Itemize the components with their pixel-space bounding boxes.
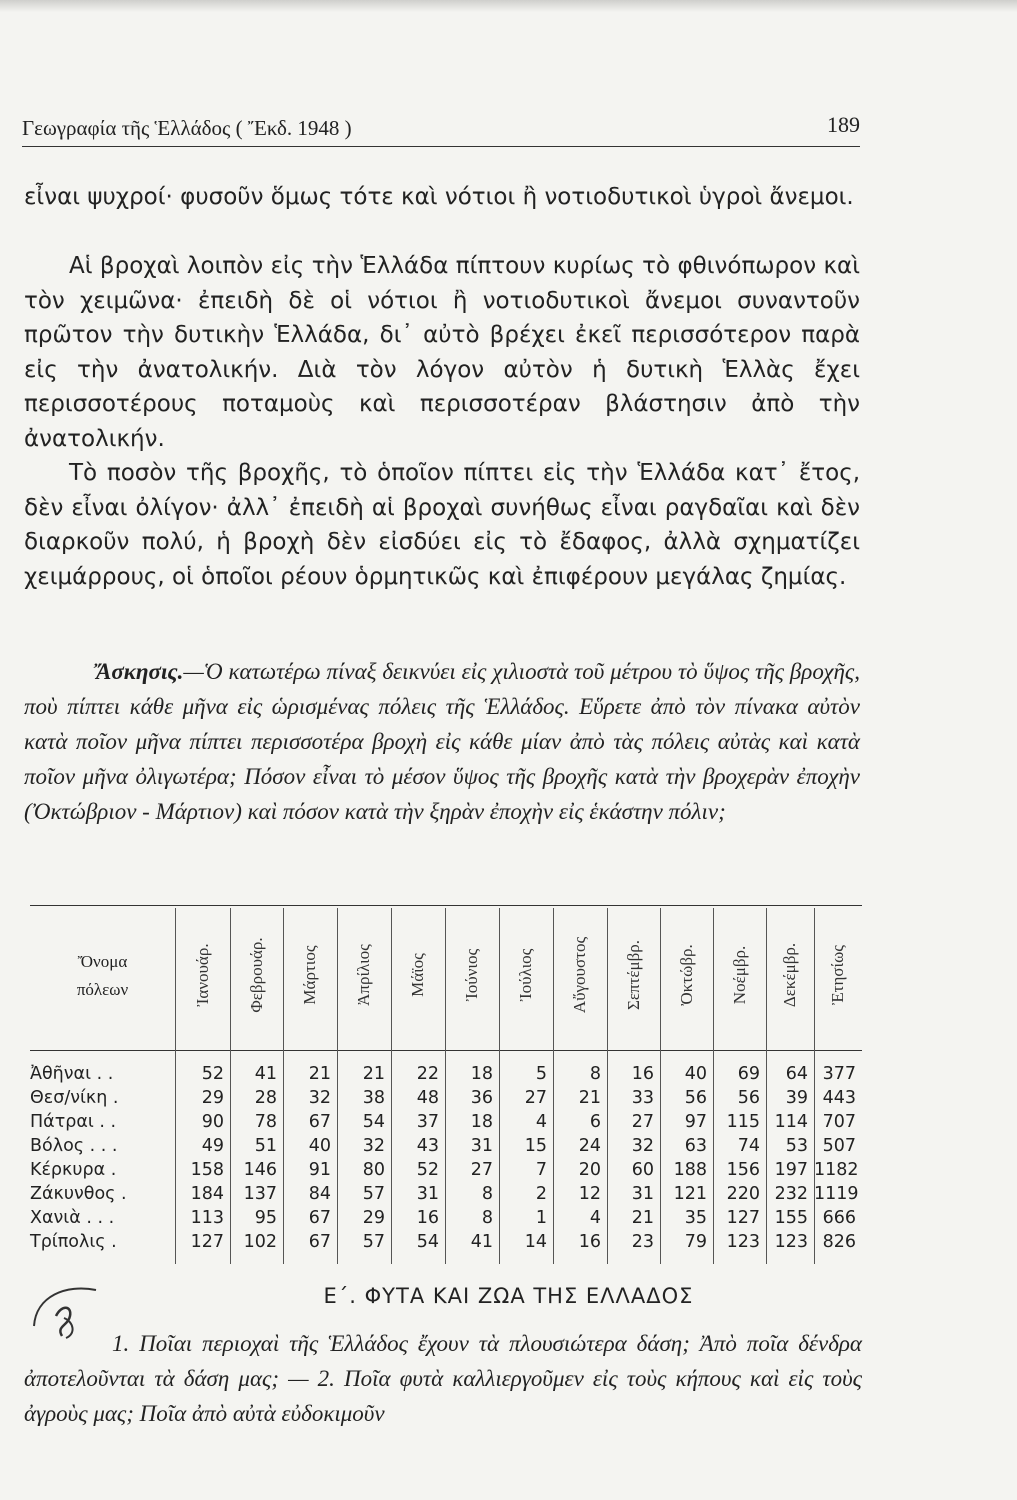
rainfall-value: 43 (416, 1136, 439, 1156)
rainfall-value: 127 (190, 1232, 224, 1252)
rainfall-value: 22 (416, 1064, 439, 1084)
rainfall-value: 184 (190, 1184, 224, 1204)
city-name: Χανιὰ . . . (30, 1208, 115, 1228)
rainfall-value: 67 (308, 1208, 331, 1228)
rainfall-value: 137 (243, 1184, 277, 1204)
rainfall-value: 53 (785, 1136, 808, 1156)
rainfall-value: 52 (416, 1160, 439, 1180)
rainfall-value: 8 (481, 1208, 493, 1228)
rainfall-value: 37 (416, 1112, 439, 1132)
table-row (30, 1136, 862, 1160)
rainfall-value: 67 (308, 1232, 331, 1252)
city-name: Ἀθῆναι . . (30, 1064, 114, 1084)
table-row (30, 1208, 862, 1232)
rainfall-value: 21 (362, 1064, 385, 1084)
rainfall-value: 4 (535, 1112, 547, 1132)
rainfall-value: 21 (578, 1088, 601, 1108)
month-header (230, 910, 283, 1040)
rainfall-value: 54 (362, 1112, 385, 1132)
rainfall-value: 102 (243, 1232, 277, 1252)
rainfall-value: 14 (524, 1232, 547, 1252)
city-name: Βόλος . . . (30, 1136, 118, 1156)
rainfall-value: 41 (470, 1232, 493, 1252)
rainfall-value: 1119 (814, 1184, 859, 1204)
rainfall-value: 95 (254, 1208, 277, 1228)
rainfall-value: 156 (726, 1160, 760, 1180)
table-row (30, 1088, 862, 1112)
month-header (283, 910, 337, 1040)
rainfall-value: 49 (201, 1136, 224, 1156)
table-header-rule (30, 1050, 862, 1051)
rainfall-value: 31 (416, 1184, 439, 1204)
exercise-label: Ἄσκησις. (96, 659, 184, 684)
rainfall-value: 23 (631, 1232, 654, 1252)
rainfall-value: 16 (631, 1064, 654, 1084)
rainfall-value: 31 (631, 1184, 654, 1204)
month-header-label: Νοέμβρ. (729, 945, 749, 1005)
rainfall-value: 39 (785, 1088, 808, 1108)
table-row (30, 1160, 862, 1184)
rainfall-value: 67 (308, 1112, 331, 1132)
city-name: Τρίπολις . (30, 1232, 117, 1252)
rainfall-value: 90 (201, 1112, 224, 1132)
city-header-line2: πόλεων (76, 980, 129, 999)
month-header-label: Δεκέμβρ. (780, 942, 799, 1008)
running-title: Γεωγραφία τῆς Ἑλλάδος ( Ἔκδ. 1948 ) (22, 116, 352, 140)
rainfall-value: 12 (578, 1184, 601, 1204)
rainfall-value: 7 (535, 1160, 547, 1180)
month-header (445, 910, 499, 1040)
paragraph-1: εἶναι ψυχροί· φυσοῦν ὅμως τότε καὶ νότιοι ἢ νοτιοδυτικοὶ ὑγροὶ ἄνεμοι. (24, 184, 854, 210)
city-name: Θεσ/νίκη . (30, 1088, 119, 1108)
rainfall-value: 32 (631, 1136, 654, 1156)
rainfall-value: 443 (822, 1088, 856, 1108)
rainfall-value: 27 (470, 1160, 493, 1180)
rainfall-value: 31 (470, 1136, 493, 1156)
city-name: Πάτραι . . (30, 1112, 117, 1132)
rainfall-value: 5 (535, 1064, 547, 1084)
rainfall-value: 18 (470, 1064, 493, 1084)
city-column-header (30, 948, 175, 1004)
rainfall-value: 197 (774, 1160, 808, 1180)
rainfall-value: 507 (822, 1136, 856, 1156)
rainfall-value: 74 (737, 1136, 760, 1156)
month-header (766, 910, 814, 1040)
rainfall-value: 32 (308, 1088, 331, 1108)
month-header (337, 910, 391, 1040)
rainfall-value: 21 (631, 1208, 654, 1228)
month-header-label: Ἰούλιος (516, 948, 535, 1002)
city-name: Κέρκυρα . (30, 1160, 117, 1180)
month-header-label: Ἰούνιος (462, 948, 481, 1002)
rainfall-value: 24 (578, 1136, 601, 1156)
city-header-line1: Ὄνομα (77, 952, 128, 971)
section-questions: 1. Ποῖαι περιοχαὶ τῆς Ἑλλάδος ἔχουν τὰ πλουσιώτερα δάση; Ἀπὸ ποῖα δένδρα ἀποτελοῦνται τὰ δάση μας; — 2. Ποῖα φυτὰ καλλιεργοῦμεν εἰς τοὺς κήπους καὶ εἰς τοὺς ἀγροὺς μας; Ποῖα ἀπὸ αὐτὰ εὐδοκιμοῦν (24, 1331, 862, 1426)
rainfall-value: 113 (190, 1208, 224, 1228)
rainfall-value: 40 (684, 1064, 707, 1084)
month-header-label: Φεβρουάρ. (246, 937, 266, 1013)
rainfall-value: 15 (524, 1136, 547, 1156)
rainfall-value: 84 (308, 1184, 331, 1204)
rainfall-value: 27 (524, 1088, 547, 1108)
rainfall-value: 1182 (814, 1160, 859, 1180)
rainfall-value: 56 (737, 1088, 760, 1108)
rainfall-value: 377 (822, 1064, 856, 1084)
rainfall-value: 29 (362, 1208, 385, 1228)
page-number: 189 (827, 112, 860, 137)
rainfall-value: 60 (631, 1160, 654, 1180)
rainfall-value: 2 (535, 1184, 547, 1204)
month-header (499, 910, 553, 1040)
month-header (607, 910, 660, 1040)
rainfall-value: 18 (470, 1112, 493, 1132)
month-header (553, 910, 607, 1040)
rainfall-value: 63 (684, 1136, 707, 1156)
rainfall-value: 64 (785, 1064, 808, 1084)
rainfall-value: 6 (589, 1112, 601, 1132)
rainfall-value: 32 (362, 1136, 385, 1156)
section-title: Ε΄. ΦΥΤΑ ΚΑΙ ΖΩΑ ΤΗΣ ΕΛΛΑΔΟΣ (323, 1284, 694, 1308)
rainfall-value: 21 (308, 1064, 331, 1084)
month-header (175, 910, 230, 1040)
rainfall-value: 78 (254, 1112, 277, 1132)
rainfall-value: 826 (822, 1232, 856, 1252)
page-edge (0, 0, 1017, 12)
rainfall-value: 54 (416, 1232, 439, 1252)
rainfall-value: 51 (254, 1136, 277, 1156)
rainfall-value: 80 (362, 1160, 385, 1180)
table-row (30, 1232, 862, 1256)
month-header (713, 910, 766, 1040)
running-header (22, 112, 860, 147)
month-header-label: Μάρτιος (300, 945, 319, 1005)
rainfall-value: 8 (589, 1064, 601, 1084)
rainfall-value: 123 (774, 1232, 808, 1252)
rainfall-value: 16 (578, 1232, 601, 1252)
rainfall-value: 48 (416, 1088, 439, 1108)
city-name: Ζάκυνθος . (30, 1184, 127, 1204)
rainfall-value: 29 (201, 1088, 224, 1108)
month-header (660, 910, 713, 1040)
table-row (30, 1184, 862, 1208)
month-header-label: Ἀπρίλιος (354, 944, 373, 1006)
rainfall-value: 146 (243, 1160, 277, 1180)
rainfall-value: 232 (774, 1184, 808, 1204)
rainfall-value: 27 (631, 1112, 654, 1132)
month-header-label: Αὔγουστος (570, 936, 589, 1014)
rainfall-value: 33 (631, 1088, 654, 1108)
month-header-label: Μάϊος (408, 953, 427, 997)
rainfall-value: 91 (308, 1160, 331, 1180)
rainfall-value: 4 (589, 1208, 601, 1228)
rainfall-value: 8 (481, 1184, 493, 1204)
rainfall-value: 16 (416, 1208, 439, 1228)
rainfall-value: 155 (774, 1208, 808, 1228)
month-header (814, 910, 862, 1040)
rainfall-value: 69 (737, 1064, 760, 1084)
rainfall-value: 38 (362, 1088, 385, 1108)
rainfall-value: 158 (190, 1160, 224, 1180)
rainfall-value: 1 (535, 1208, 547, 1228)
rainfall-value: 114 (774, 1112, 808, 1132)
rainfall-value: 28 (254, 1088, 277, 1108)
paragraph-2: Αἱ βροχαὶ λοιπὸν εἰς τὴν Ἑλλάδα πίπτουν κυρίως τὸ φθινόπωρον καὶ τὸν χειμῶνα· ἐπειδὴ δὲ οἱ νότιοι ἢ νοτιοδυτικοὶ ἄνεμοι συναντοῦν πρῶτον τὴν δυτικὴν Ἑλλάδα, δι᾽ αὐτὸ βρέχει ἐκεῖ περισσότερον παρὰ εἰς τὴν ἀνατολικήν. Διὰ τὸν λόγον αὐτὸν ἡ δυτικὴ Ἑλλὰς ἔχει περισσοτέρους ποταμοὺς καὶ περισσοτέραν βλάστησιν ἀπὸ τὴν ἀνατολικήν. (24, 253, 860, 452)
rainfall-value: 20 (578, 1160, 601, 1180)
rainfall-value: 36 (470, 1088, 493, 1108)
rainfall-value: 52 (201, 1064, 224, 1084)
table-top-rule (30, 905, 862, 906)
rainfall-value: 97 (684, 1112, 707, 1132)
rainfall-value: 123 (726, 1232, 760, 1252)
rainfall-value: 79 (684, 1232, 707, 1252)
table-row (30, 1112, 862, 1136)
rainfall-value: 115 (726, 1112, 760, 1132)
rainfall-value: 127 (726, 1208, 760, 1228)
month-header-label: Σεπτέμβρ. (623, 939, 643, 1011)
rainfall-value: 40 (308, 1136, 331, 1156)
rainfall-value: 41 (254, 1064, 277, 1084)
month-header-label: Ἰανουάρ. (192, 943, 212, 1007)
month-header-label: Ὀκτώβρ. (676, 944, 696, 1006)
rainfall-value: 707 (822, 1112, 856, 1132)
month-header (391, 910, 445, 1040)
table-row (30, 1064, 862, 1088)
exercise (24, 654, 860, 829)
paragraph-3: Τὸ ποσὸν τῆς βροχῆς, τὸ ὁποῖον πίπτει εἰς τὴν Ἑλλάδα κατ᾽ ἔτος, δὲν εἶναι ὀλίγον· ἀλλ᾽ ἐπειδὴ αἱ βροχαὶ συνήθως εἶναι ραγδαῖαι καὶ δὲν διαρκοῦν πολύ, ἡ βροχὴ δὲν εἰσδύει εἰς τὸ ἔδαφος, ἀλλὰ σχηματίζει χειμάρρους, οἱ ὁποῖοι ρέουν ὁρμητικῶς καὶ ἐπιφέρουν μεγάλας ζημίας. (24, 460, 860, 590)
rainfall-value: 666 (822, 1208, 856, 1228)
rainfall-value: 220 (726, 1184, 760, 1204)
exercise-text: —Ὁ κατωτέρω πίναξ δεικνύει εἰς χιλιοστὰ τοῦ μέτρου τὸ ὕψος τῆς βροχῆς, ποὺ πίπτει κάθε μῆνα εἰς ὡρισμένας πόλεις τῆς Ἑλλάδος. Εὕρετε ἀπὸ τὸν πίνακα αὐτὸν κατὰ ποῖον μῆνα πίπτει περισσοτέρα βροχὴ εἰς κάθε μίαν ἀπὸ τὰς πόλεις αὐτὰς καὶ κατὰ ποῖον μῆνα ὀλιγωτέρα; Πόσον εἶναι τὸ μέσον ὕψος τῆς βροχῆς κατὰ τὴν βροχερὰν ἐποχὴν (Ὀκτώβριον - Μάρτιον) καὶ πόσον κατὰ τὴν ξηρὰν ἐποχὴν εἰς ἑκάστην πόλιν; (24, 659, 860, 824)
rainfall-value: 57 (362, 1232, 385, 1252)
rainfall-value: 121 (673, 1184, 707, 1204)
rainfall-value: 57 (362, 1184, 385, 1204)
rainfall-value: 188 (673, 1160, 707, 1180)
rainfall-value: 35 (684, 1208, 707, 1228)
rainfall-value: 56 (684, 1088, 707, 1108)
month-header-label: Ἐτησίως (828, 944, 847, 1006)
